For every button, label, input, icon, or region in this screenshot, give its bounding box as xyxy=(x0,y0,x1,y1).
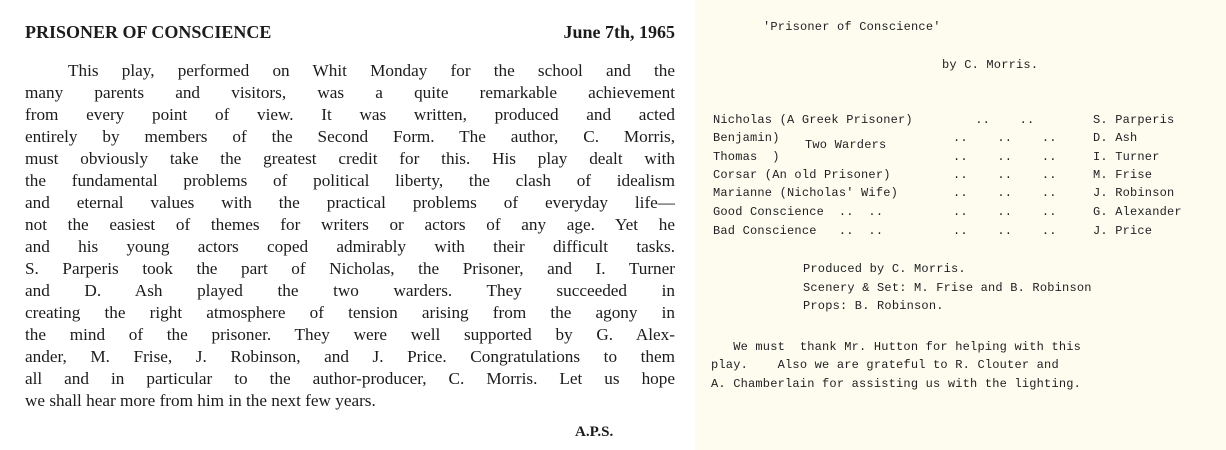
cast-role: Marianne (Nicholas' Wife) xyxy=(713,186,899,200)
cast-actor: M. Frise xyxy=(1093,168,1153,182)
review-line: the mind of the prisoner. They were well supported by G. Alex- xyxy=(25,325,675,344)
cast-actor: S. Parperis xyxy=(1093,113,1175,127)
credit-line: Scenery & Set: M. Frise and B. Robinson xyxy=(803,281,1092,295)
credit-line: Produced by C. Morris. xyxy=(803,262,966,276)
cast-role: Bad Conscience .. .. xyxy=(713,224,884,238)
review-line: S. Parperis took the part of Nicholas, the Prisoner, and I. Turner xyxy=(25,259,675,278)
review-body xyxy=(25,60,675,412)
review-line: ander, M. Frise, J. Robinson, and J. Price. Congratulations to them xyxy=(25,347,675,366)
review-line: all and in particular to the author-producer, C. Morris. Let us hope xyxy=(25,369,675,388)
cast-role: Nicholas (A Greek Prisoner) xyxy=(713,113,913,127)
cast-role: Good Conscience .. .. xyxy=(713,205,884,219)
programme-title: 'Prisoner of Conscience' xyxy=(763,20,941,34)
cast-dots: .. .. .. xyxy=(953,205,1057,219)
review-line: entirely by members of the Second Form. The author, C. Morris, xyxy=(25,127,675,146)
cast-dots: .. .. .. xyxy=(953,150,1057,164)
cast-actor: J. Price xyxy=(1093,224,1153,238)
review-line: and his young actors coped admirably with their difficult tasks. xyxy=(25,237,675,256)
cast-actor: D. Ash xyxy=(1093,131,1138,145)
review-line: not the easiest of themes for writers or actors of any age. Yet he xyxy=(25,215,675,234)
cast-role: Benjamin) xyxy=(713,131,780,145)
programme-author: by C. Morris. xyxy=(942,58,1039,72)
review-line: must obviously take the greatest credit for this. His play dealt with xyxy=(25,149,675,168)
thanks-line: We must thank Mr. Hutton for helping with this xyxy=(711,340,1082,354)
programme-sheet xyxy=(695,0,1226,450)
thanks-line: A. Chamberlain for assisting us with the lighting. xyxy=(711,377,1082,391)
cast-actor: I. Turner xyxy=(1093,150,1160,164)
review-line: from every point of view. It was written, produced and acted xyxy=(25,105,675,124)
review-signature: A.P.S. xyxy=(575,424,614,440)
cast-actor: G. Alexander xyxy=(1093,205,1182,219)
cast-dots: .. .. .. xyxy=(953,168,1057,182)
review-title: PRISONER OF CONSCIENCE xyxy=(25,22,272,42)
cast-dots: .. .. .. xyxy=(953,131,1057,145)
cast-dots: .. .. .. xyxy=(953,186,1057,200)
review-date: June 7th, 1965 xyxy=(563,22,675,42)
review-line: creating the right atmosphere of tension arising from the agony in xyxy=(25,303,675,322)
warders-note: Two Warders xyxy=(805,138,887,152)
cast-dots: .. .. xyxy=(953,113,1035,127)
review-line: and D. Ash played the two warders. They succeeded in xyxy=(25,281,675,300)
cast-role: Thomas ) xyxy=(713,150,780,164)
cast-role: Corsar (An old Prisoner) xyxy=(713,168,891,182)
review-line: we shall hear more from him in the next few years. xyxy=(25,391,376,410)
review-line: This play, performed on Whit Monday for the school and the xyxy=(68,61,675,80)
review-line: many parents and visitors, was a quite remarkable achievement xyxy=(25,83,675,102)
cast-actor: J. Robinson xyxy=(1093,186,1175,200)
review-line: the fundamental problems of political liberty, the clash of idealism xyxy=(25,171,675,190)
thanks-line: play. Also we are grateful to R. Clouter and xyxy=(711,358,1059,372)
review-header xyxy=(25,22,675,50)
review-line: and eternal values with the practical problems of everyday life— xyxy=(25,193,675,212)
cast-dots: .. .. .. xyxy=(953,224,1057,238)
credit-line: Props: B. Robinson. xyxy=(803,299,944,313)
